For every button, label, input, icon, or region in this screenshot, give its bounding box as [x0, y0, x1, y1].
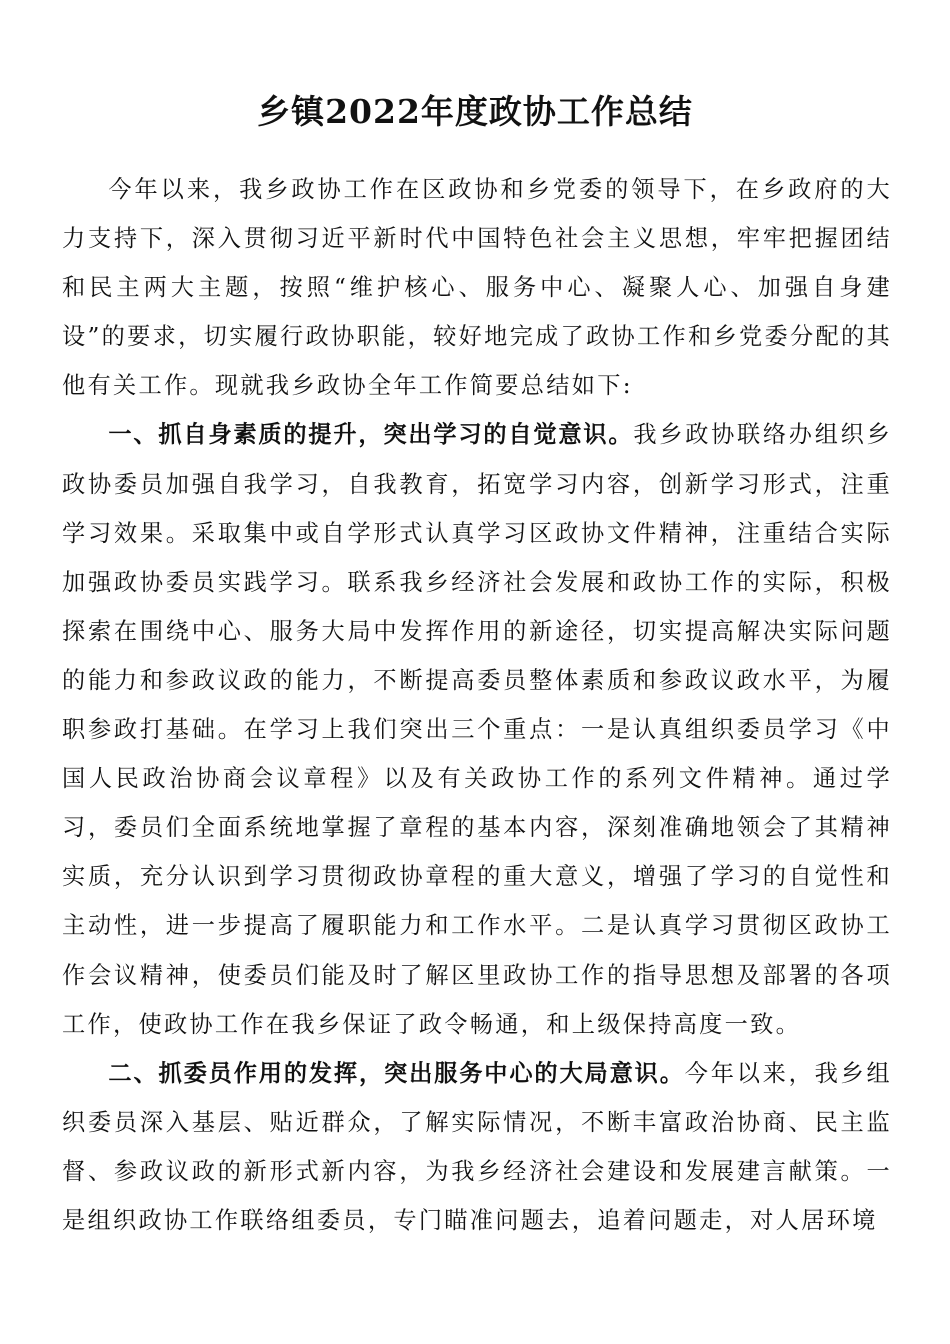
- section-1-text: 我乡政协联络办组织乡政协委员加强自我学习，自我教育，拓宽学习内容，创新学习形式，注重学习效果。采取集中或自学形式认真学习区政协文件精神，注重结合实际加强政协委员实践学习。联系我乡经济社会发展和政协工作的实际，积极探索在围绕中心、服务大局中发挥作用的新途径，切实提高解决实际问题的能力和参政议政的能力，不断提高委员整体素质和参政议政水平，为履职参政打基础。在学习上我们突出三个重点：一是认真组织委员学习《中国人民政治协商会议章程》以及有关政协工作的系列文件精神。通过学习，委员们全面系统地掌握了章程的基本内容，深刻准确地领会了其精神实质，充分认识到学习贯彻政协章程的重大意义，增强了学习的自觉性和主动性，进一步提高了履职能力和工作水平。二是认真学习贯彻区政协工作会议精神，使委员们能及时了解区里政协工作的指导思想及部署的各项工作，使政协工作在我乡保证了政令畅通，和上级保持高度一致。: [62, 421, 892, 1038]
- section-2-heading: 二、抓委员作用的发挥，突出服务中心的大局意识。: [108, 1059, 685, 1087]
- intro-paragraph: 今年以来，我乡政协工作在区政协和乡党委的领导下，在乡政府的大力支持下，深入贯彻习近平新时代中国特色社会主义思想，牢牢把握团结和民主两大主题，按照“维护核心、服务中心、凝聚人心、加强自身建设”的要求，切实履行政协职能，较好地完成了政协工作和乡党委分配的其他有关工作。现就我乡政协全年工作简要总结如下:: [62, 176, 892, 400]
- document-title: 乡镇2022年度政协工作总结: [257, 92, 693, 131]
- section-1-paragraph: [62, 410, 892, 1048]
- section-1-heading: 一、抓自身素质的提升，突出学习的自觉意识。: [108, 421, 634, 449]
- document-body: [62, 165, 892, 1245]
- section-2-text: 今年以来，我乡组织委员深入基层、贴近群众，了解实际情况，不断丰富政治协商、民主监督、参政议政的新形式新内容，为我乡经济社会建设和发展建言献策。一是组织政协工作联络组委员，专门瞄准问题去，追着问题走，对人居环境: [62, 1059, 892, 1234]
- section-2-paragraph: [62, 1049, 892, 1245]
